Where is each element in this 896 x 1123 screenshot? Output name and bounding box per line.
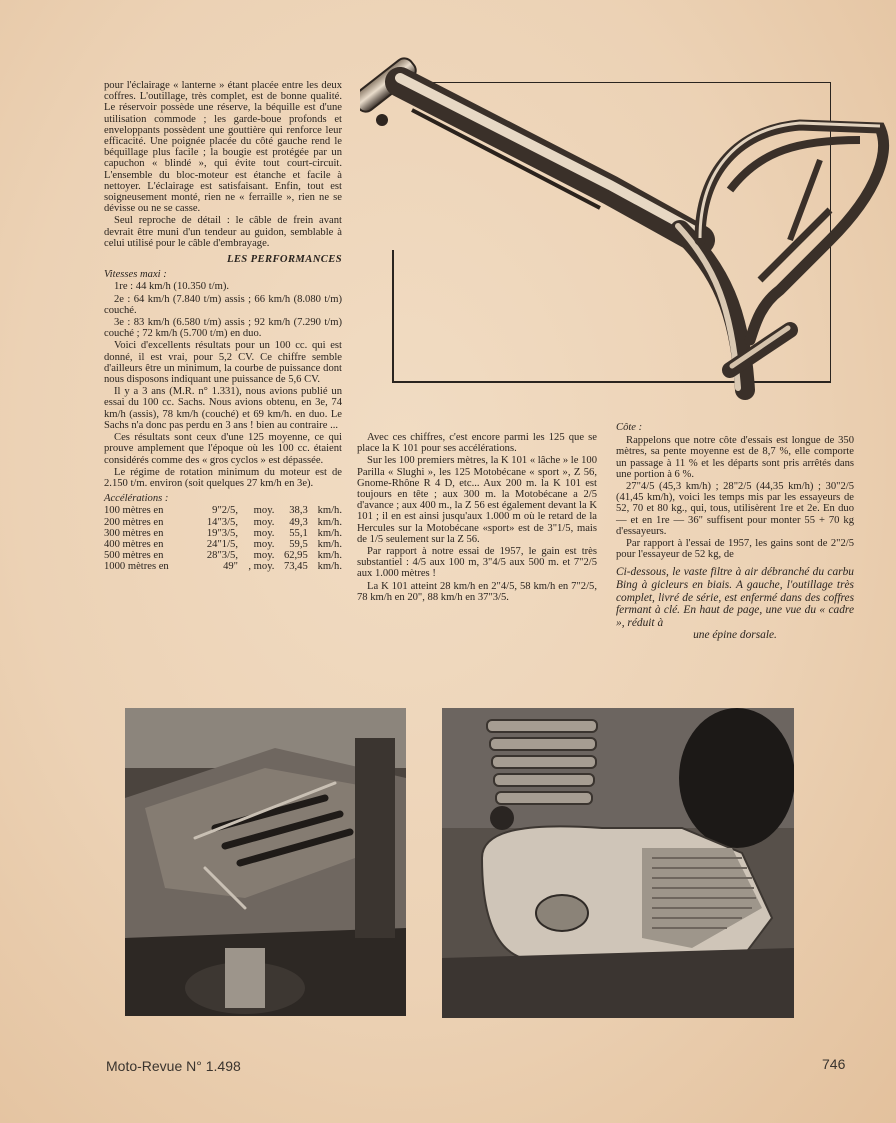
paragraph: 27"4/5 (45,3 km/h) ; 28"2/5 (44,35 km/h) ; 30"2/5 (41,45 km/h), voici les temps mis par les essayeurs de 52, 70 et 80 kg., qui, tous, utilisèrent 1re et 2e. En duo — et en 1re — 36" suffisent pour monter 55 + 70 kg d'essayeurs.	[616, 481, 854, 537]
acceleration-row	[104, 539, 342, 550]
acc-unit: km/h.	[317, 561, 342, 573]
speed-line: 2e : 64 km/h (7.840 t/m) assis ; 66 km/h (8.080 t/m) couché.	[104, 293, 342, 316]
acc-distance: 400 mètres en	[104, 538, 164, 550]
acceleration-row	[104, 528, 342, 539]
page-number: 746	[822, 1056, 846, 1072]
acc-unit: km/h.	[317, 550, 342, 562]
acc-distance: 500 mètres en	[104, 550, 164, 562]
paragraph: Le régime de rotation minimum du moteur est de 2.150 t/m. environ (soit quelques 27 km/h en 3e).	[104, 466, 342, 489]
paragraph: Par rapport à l'essai de 1957, les gains sont de 2"2/5 pour l'essayeur de 52 kg, de	[616, 538, 854, 561]
acc-distance: 100 mètres en	[104, 505, 164, 517]
motorcycle-frame-photo	[360, 40, 895, 410]
acc-speed: 59,5	[289, 538, 308, 550]
acc-time: 19"3/5,	[206, 527, 238, 539]
acc-time: 9"2/5,	[212, 505, 238, 517]
subheading: Côte :	[616, 422, 643, 433]
acc-speed: 49,3	[289, 516, 308, 528]
acc-moy: , moy.	[248, 561, 275, 573]
speed-line: 1re : 44 km/h (10.350 t/m).	[114, 281, 230, 293]
paragraph: Rappelons que notre côte d'essais est longue de 350 mètres, sa pente moyenne est de 8,7 %, elle comporte un passage à 11 % et les départs sont pris arrêtés dans une portion à 6 %.	[616, 435, 854, 480]
acceleration-row	[104, 550, 342, 561]
middle-column	[357, 432, 597, 604]
acc-moy: moy.	[253, 550, 275, 562]
acceleration-table	[104, 505, 342, 572]
magazine-footer: Moto-Revue N° 1.498	[106, 1058, 241, 1074]
section-heading: LES PERFORMANCES	[226, 254, 342, 266]
acc-speed: 38,3	[289, 505, 308, 517]
paragraph: Avec ces chiffres, c'est encore parmi les 125 que se place la K 101 pour ses accélérations.	[357, 432, 597, 455]
caption-text: Ci-dessous, le vaste filtre à air débranché du carbu Bing à gicleurs en biais. A gauche, l'outillage très complet, livré de série, est enfermé dans des coffres fermant à clé. En haut de page, une vue du « cadre », réduit à	[616, 566, 854, 629]
toolkit-illustration	[125, 708, 406, 1016]
paragraph: Seul reproche de détail : le câble de frein avant devrait être muni d'un tendeur au guidon, semblable à celui utilisé pour le câble d'embrayage.	[104, 215, 342, 249]
acc-speed: 62,95	[283, 550, 308, 562]
paragraph: Voici d'excellents résultats pour un 100 cc. qui est donné, il est vrai, pour 5,2 CV. Ce chiffre semble d'ailleurs être un minimum, la courbe de puissance dont nous disposons indiquant une puissance de 5,6 CV.	[104, 340, 342, 386]
acc-speed: 55,1	[289, 527, 308, 539]
acceleration-row	[104, 561, 342, 572]
acceleration-row	[104, 505, 342, 516]
acc-time: 49"	[223, 561, 238, 573]
speed-line: 3e : 83 km/h (6.580 t/m) assis ; 92 km/h (7.290 t/m) couché ; 72 km/h (5.700 t/m) en duo.	[104, 317, 342, 340]
caption-end: une épine dorsale.	[693, 629, 777, 642]
paragraph: Par rapport à notre essai de 1957, le gain est très substantiel : 4/5 aux 100 m, 3"4/5 aux 500 m. et 7"2/5 aux 1.000 mètres !	[357, 546, 597, 580]
paragraph: Ces résultats sont ceux d'une 125 moyenne, ce qui prouve amplement que l'époque où les 100 cc. étaient considérés comme des « gros cyclos » est dépassée.	[104, 432, 342, 466]
frame-illustration	[360, 40, 895, 410]
right-column	[616, 418, 854, 642]
acc-distance: 300 mètres en	[104, 527, 164, 539]
paragraph: Sur les 100 premiers mètres, la K 101 « lâche » le 100 Parilla « Slughi », les 125 Motobécane « sport », Z 56, Gnome-Rhône R 4 D, etc... Aux 200 m. la K 101 est toujours en tête ; aux 300 m. la Motobécane a 2/5 d'avance ; aux 400 m., la Z 56 est également devant la K 101 ; il en est ainsi jusqu'aux 1.000 m où le retard de la Hercules sur la Motobécane «sport» est de 3"1/5, mais de 1/5 seulement sur la Z 56.	[357, 455, 597, 545]
subheading: Vitesses maxi :	[104, 269, 167, 281]
paragraph: Il y a 3 ans (M.R. n° 1.331), nous avions publié un essai du 100 cc. Sachs. Nous avions obtenu, en 3e, 74 km/h (assis), 78 km/h (couché) et 69 km/h. en duo. Le Sachs n'a donc pas perdu en 3 ans ! bien au contraire ...	[104, 386, 342, 431]
acceleration-row	[104, 517, 342, 528]
photo-caption	[616, 566, 854, 642]
acc-time: 14"3/5,	[206, 516, 238, 528]
acc-moy: moy.	[253, 527, 275, 539]
acc-unit: km/h.	[317, 538, 342, 550]
paragraph: La K 101 atteint 28 km/h en 2"4/5, 58 km/h en 7"2/5, 78 km/h en 20", 88 km/h en 37"3/5.	[357, 580, 597, 603]
acc-moy: moy.	[253, 505, 275, 517]
acc-distance: 1000 mètres en	[104, 561, 169, 573]
acc-time: 28"3/5,	[206, 550, 238, 562]
acc-moy: moy.	[253, 516, 275, 528]
subheading: Accélérations :	[104, 493, 169, 505]
toolkit-photo	[125, 708, 406, 1016]
acc-unit: km/h.	[317, 516, 342, 528]
engine-photo	[442, 708, 794, 1018]
acc-unit: km/h.	[317, 527, 342, 539]
acc-speed: 73,45	[283, 561, 308, 573]
paragraph: pour l'éclairage « lanterne » étant placée entre les deux coffres. L'outillage, très complet, est de bonne qualité. Le réservoir possède une réserve, la béquille est d'une utilisation commode ; les garde-boue profonds et enveloppants possèdent une gouttière qui renforce leur efficacité. Une poignée placée du côté gauche rend le béquillage plus facile ; la bougie est protégée par un capuchon « blindé », qui évite tout court-circuit. L'ensemble du bloc-moteur est étanche et facile à nettoyer. L'éclairage est satisfaisant. Enfin, tout est soigneusement monté, rien ne « ferraille », rien ne se dévisse ou ne se casse.	[104, 80, 342, 215]
acc-distance: 200 mètres en	[104, 516, 164, 528]
acc-moy: moy.	[253, 538, 275, 550]
acc-unit: km/h.	[317, 505, 342, 517]
engine-illustration	[442, 708, 794, 1018]
left-column	[104, 80, 342, 573]
acc-time: 24"1/5,	[206, 538, 238, 550]
